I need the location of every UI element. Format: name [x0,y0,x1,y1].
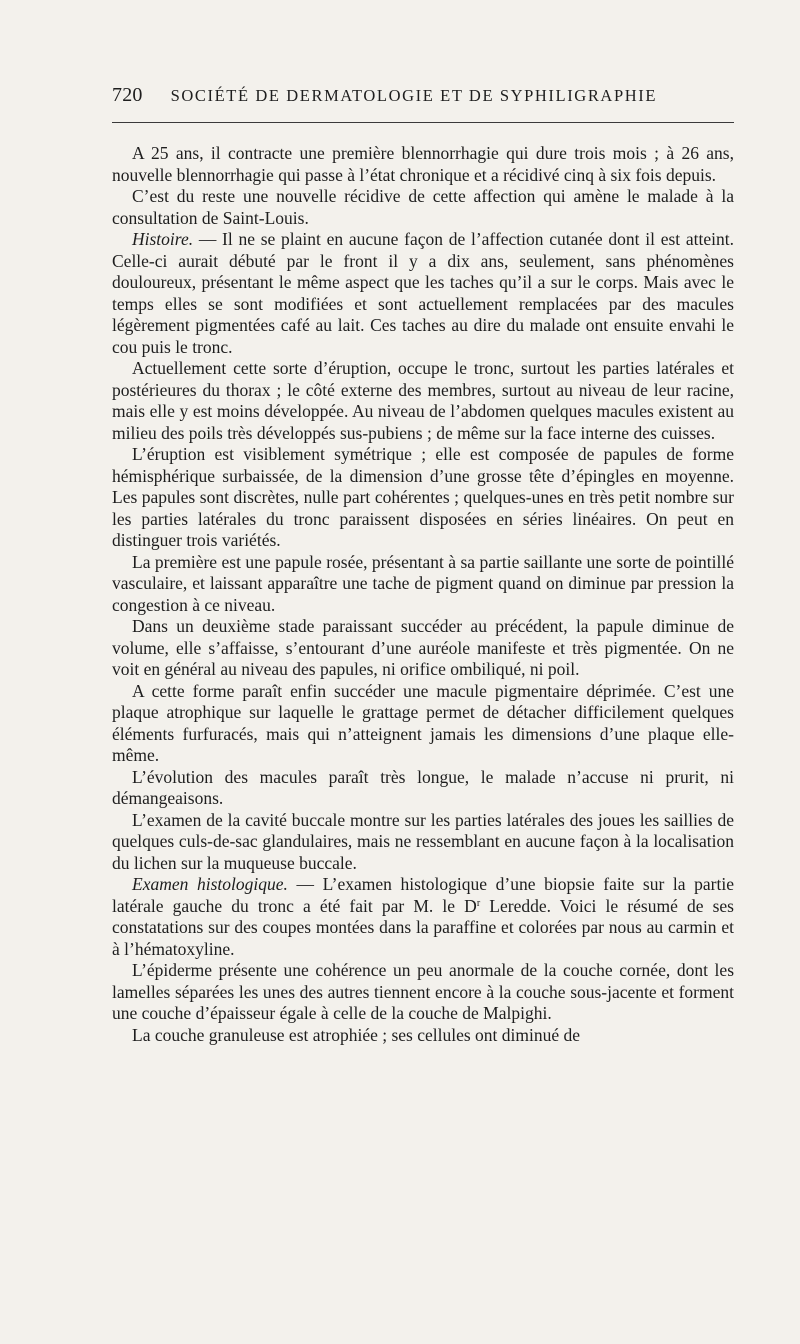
running-title: SOCIÉTÉ DE DERMATOLOGIE ET DE SYPHILIGRAPHIE [170,86,658,105]
paragraph: L’épiderme présente une cohérence un peu anormale de la couche cornée, dont les lamelles séparées les unes des autres tiennent encore à la couche sous-jacente et forment une couche d’épaisseur égale à celle de la couche de Malpighi. [112,960,734,1023]
paragraph: Dans un deuxième stade paraissant succéder au précédent, la papule diminue de volume, elle s’affaisse, s’entourant d’une auréole manifeste et très pigmentée. On ne voit en général au niveau des papules, ni orifice ombiliqué, ni poil. [112,616,734,679]
paragraph: C’est du reste une nouvelle récidive de cette affection qui amène le malade à la consultation de Saint-Louis. [112,186,734,228]
paragraph: La première est une papule rosée, présentant à sa partie saillante une sorte de pointillé vasculaire, et laissant apparaître une tache de pigment quand on diminue par pression la congestion à ce niveau. [112,551,734,615]
paragraph: La couche granuleuse est atrophiée ; ses cellules ont diminué de [132,1024,581,1045]
paragraph: L’évolution des macules paraît très longue, le malade n’accuse ni prurit, ni démangeaisons. [112,766,734,808]
paragraph: A 25 ans, il contracte une première blennorrhagie qui dure trois mois ; à 26 ans, nouvelle blennorrhagie qui passe à l’état chronique et a récidivé cinq à six fois depuis. [112,143,734,185]
paragraph: Histoire. — Il ne se plaint en aucune façon de l’affection cutanée dont il est atteint. Celle-ci aurait débuté par le front il y a dix ans, seulement, sans phénomènes douloureux, présentant le même aspect que les taches qu’il a sur le corps. Mais avec le temps elles se sont modifiées et sont actuellement remplacées par des macules légèrement pigmentées café au lait. Ces taches au dire du malade ont ensuite envahi le cou puis le tronc. [112,229,734,357]
paragraph: L’éruption est visiblement symétrique ; elle est composée de papules de forme hémisphérique surbaissée, de la dimension d’une grosse tête d’épingles en moyenne. Les papules sont discrètes, nulle part cohérentes ; quelques-unes en très petit nombre sur les parties latérales du tronc paraissent disposées en séries linéaires. On peut en distinguer trois variétés. [112,444,734,550]
body-text [112,143,734,1046]
paragraph: Examen histologique. — L’examen histologique d’une biopsie faite sur la partie latérale gauche du tronc a été fait par M. le $D^r$ Leredde. Voici le résumé de ses constatations sur des coupes montées dans la paraffine et colorées par nous au carmin et à l’hématoxyline. [112,874,734,959]
page-number: 720 [112,84,143,106]
paragraph: Actuellement cette sorte d’éruption, occupe le tronc, surtout les parties latérales et postérieures du thorax ; le côté externe des membres, surtout au niveau de leur racine, mais elle y est moins développée. Au niveau de l’abdomen quelques macules existent au milieu des poils très développés sus-pubiens ; de même sur la face interne des cuisses. [112,358,734,443]
running-header [112,84,734,107]
section-lead: Histoire. [132,229,194,249]
paragraph: A cette forme paraît enfin succéder une macule pigmentaire déprimée. C’est une plaque atrophique sur laquelle le grattage permet de détacher difficilement quelques éléments furfuracés, mais qui n’atteignent jamais les dimensions d’une plaque elle-même. [112,680,734,765]
paragraph: L’examen de la cavité buccale montre sur les parties latérales des joues les saillies de quelques culs-de-sac glandulaires, mais ne ressemblant en aucune façon à la localisation du lichen sur la muqueuse buccale. [112,809,734,873]
section-lead: Examen histologique. [132,874,288,894]
header-rule [112,122,734,123]
